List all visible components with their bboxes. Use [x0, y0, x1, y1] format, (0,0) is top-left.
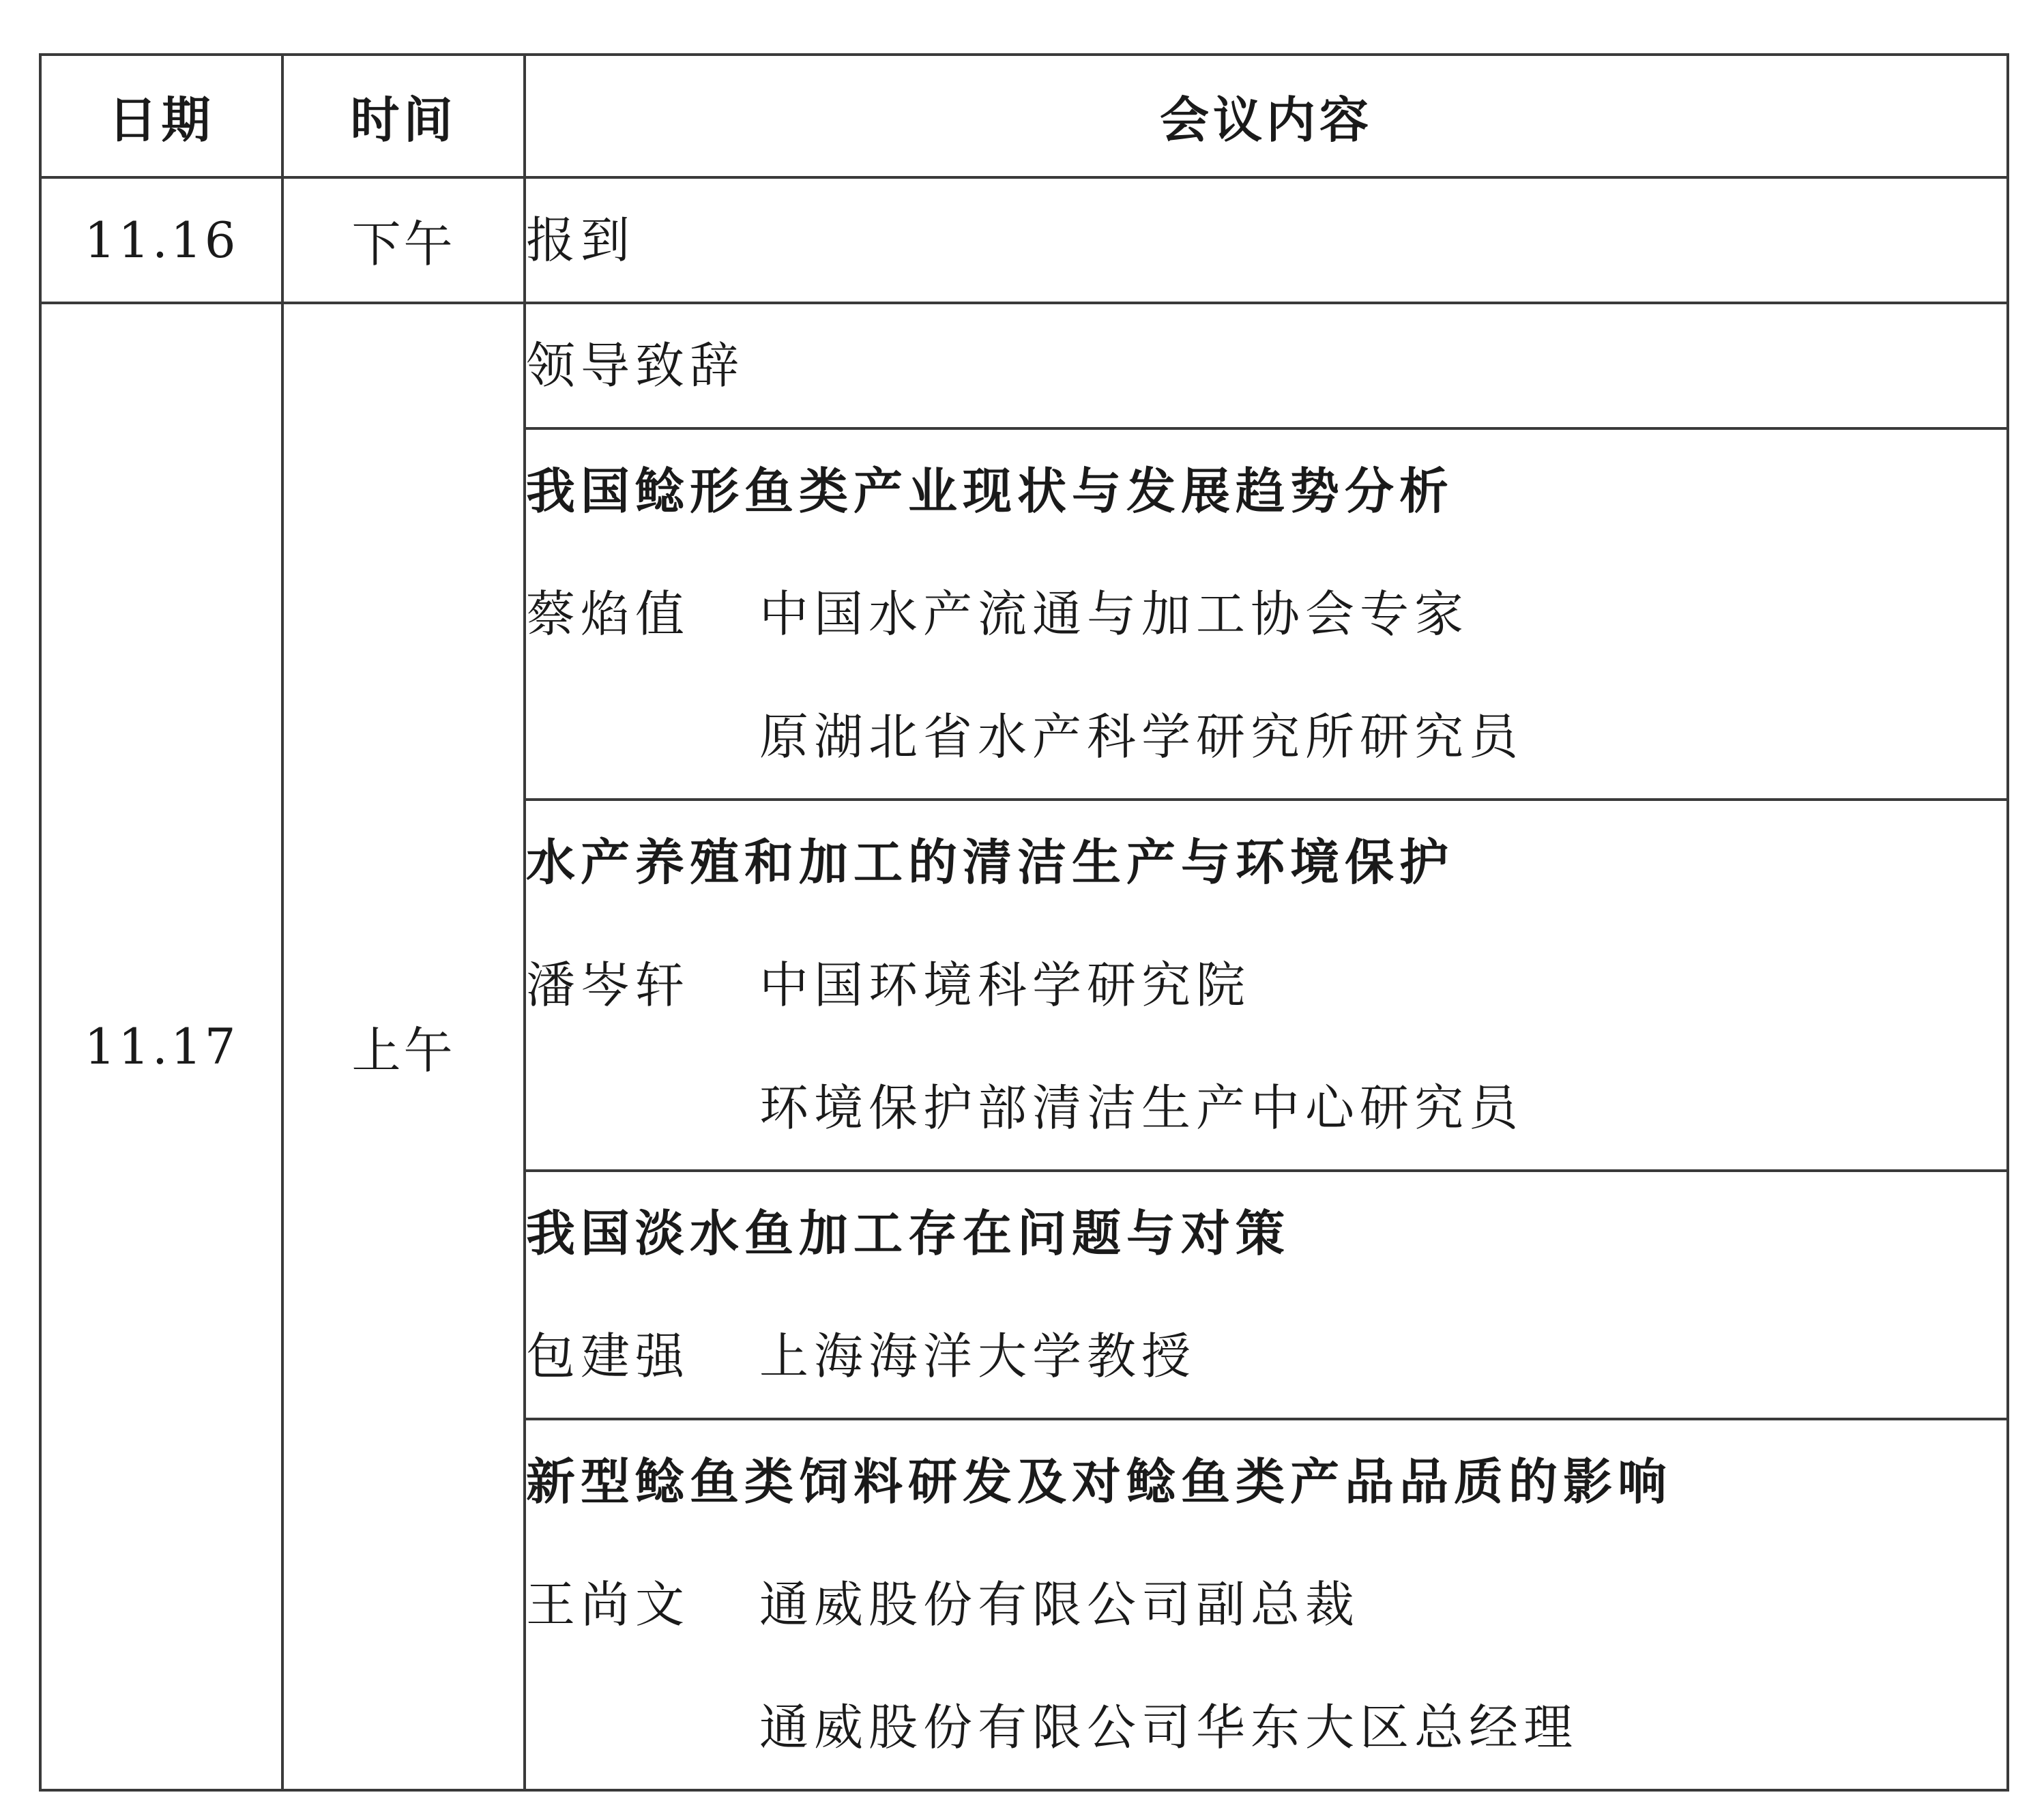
speaker-affiliation: 环境保护部清洁生产中心研究员 [759, 1079, 1524, 1137]
header-row [40, 55, 2008, 177]
time-cell: 上午 [282, 303, 525, 1790]
talk-cell [525, 800, 2008, 1171]
talk-cell [525, 1419, 2008, 1790]
speaker-affiliation: 上海海洋大学教授 [759, 1328, 1197, 1385]
speaker-affiliation: 通威股份有限公司副总裁 [759, 1576, 1360, 1633]
schedule-table [39, 53, 2009, 1792]
content-cell [525, 177, 2008, 303]
speaker-name: 王尚文 [526, 1576, 690, 1633]
talk-title: 我国鲶形鱼类产业现状与发展趋势分析 [526, 462, 1455, 520]
talk-title: 新型鲶鱼类饲料研发及对鲶鱼类产品品质的影响 [526, 1452, 1673, 1510]
date-cell: 11.17 [40, 303, 282, 1790]
header-date: 日期 [40, 55, 282, 177]
speaker-affiliation: 中国环境科学研究院 [759, 956, 1251, 1014]
table-row [40, 177, 2008, 303]
speaker-name: 包建强 [526, 1328, 690, 1385]
talk-cell [525, 428, 2008, 800]
header-content: 会议内容 [525, 55, 2008, 177]
speaker-name: 蔡焰值 [526, 585, 690, 643]
header-time: 时间 [282, 55, 525, 177]
table-row [40, 303, 2008, 428]
content-cell [525, 303, 2008, 428]
date-cell: 11.16 [40, 177, 282, 303]
speaker-name: 潘岑轩 [526, 956, 690, 1014]
time-cell: 下午 [282, 177, 525, 303]
speaker-affiliation: 通威股份有限公司华东大区总经理 [759, 1699, 1579, 1756]
talk-title: 水产养殖和加工的清洁生产与环境保护 [526, 833, 1455, 891]
talk-title: 我国淡水鱼加工存在问题与对策 [526, 1204, 1291, 1262]
speaker-affiliation: 中国水产流通与加工协会专家 [759, 585, 1470, 643]
agenda-item: 领导致辞 [526, 337, 745, 394]
speaker-affiliation: 原湖北省水产科学研究所研究员 [759, 708, 1524, 765]
talk-cell [525, 1171, 2008, 1419]
agenda-item: 报到 [526, 211, 636, 269]
